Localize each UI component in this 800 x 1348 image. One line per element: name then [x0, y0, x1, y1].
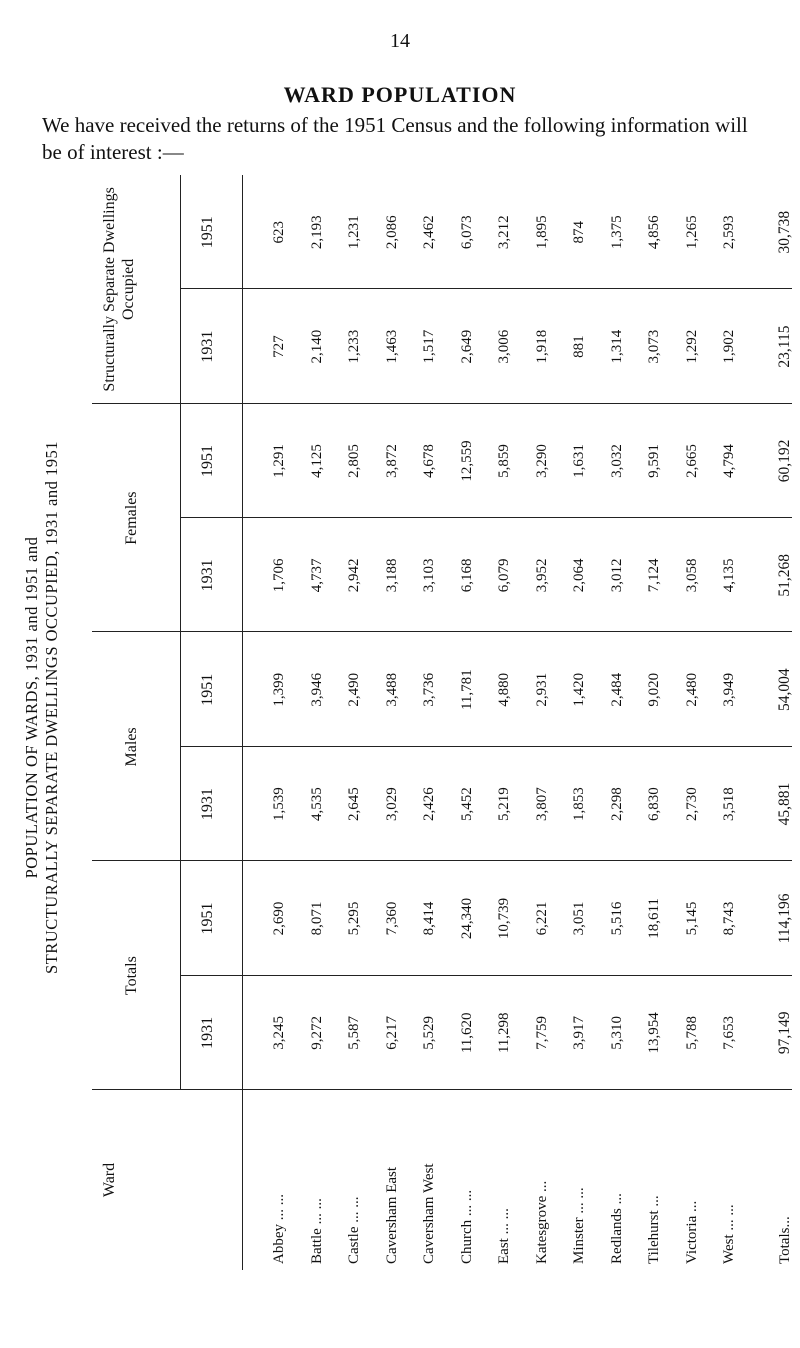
table-cell: 3,488 [383, 672, 400, 707]
ward-population-table [92, 175, 792, 1270]
table-cell: 1,902 [721, 329, 737, 364]
table-cell: 8,071 [308, 901, 325, 936]
total-cell: 51,268 [775, 554, 793, 597]
group-underline [180, 175, 181, 404]
table-cell: 13,954 [646, 1012, 662, 1054]
table-cell: 2,086 [383, 215, 400, 250]
group-underline [180, 633, 181, 862]
table-cell: 1,292 [683, 329, 700, 364]
page-heading: WARD POPULATION [283, 82, 517, 107]
table-cell: 1,853 [571, 787, 587, 821]
ward-name: Minster ... ... [571, 1187, 587, 1264]
table-cell: 3,012 [608, 558, 625, 593]
table-cell: 9,272 [308, 1015, 325, 1050]
year-header: 1931 [199, 330, 216, 363]
table-cell: 6,221 [533, 901, 550, 936]
table-cell: 874 [571, 220, 587, 244]
ward-name: East ... ... [496, 1208, 512, 1264]
table-cell: 3,058 [683, 558, 700, 593]
table-cell: 1,918 [533, 329, 550, 364]
year-header: 1931 [199, 788, 216, 821]
table-cell: 5,529 [421, 1015, 437, 1050]
ward-name: Victoria ... [683, 1200, 700, 1264]
table-cell: 8,414 [421, 901, 437, 936]
table-cell: 4,135 [721, 558, 737, 593]
year-header: 1931 [199, 559, 216, 592]
table-cell: 2,484 [608, 672, 625, 707]
year-header: 1951 [199, 673, 216, 706]
table-cell: 727 [271, 335, 287, 358]
table-cell: 2,298 [608, 787, 625, 821]
ward-name: Church ... ... [458, 1189, 475, 1264]
table-cell: 2,193 [308, 215, 325, 250]
total-cell: 45,881 [775, 782, 793, 826]
table-cell: 1,895 [533, 215, 550, 250]
table-cell: 1,231 [346, 215, 362, 250]
table-cell: 3,946 [308, 672, 325, 707]
table-cell: 5,452 [458, 787, 475, 821]
table-cell: 9,020 [646, 672, 662, 707]
ward-name: Abbey ... ... [271, 1194, 287, 1264]
table-cell: 9,591 [646, 444, 662, 478]
intro-paragraph: We have received the returns of the 1951 Census and the following information will be of interest :— [42, 113, 748, 164]
table-cell: 5,310 [608, 1015, 625, 1050]
table-cell: 6,217 [383, 1015, 400, 1050]
table-cell: 11,298 [496, 1012, 512, 1054]
table-cell: 3,807 [533, 787, 550, 821]
header-rule [242, 175, 243, 1270]
ward-name: Tilehurst ... [646, 1195, 662, 1264]
table-cell: 3,006 [496, 329, 512, 364]
table-cell: 5,219 [496, 787, 512, 821]
table-cell: 3,872 [383, 444, 400, 478]
ward-name: Battle ... ... [308, 1198, 325, 1264]
total-cell: 114,196 [775, 893, 793, 944]
table-cell: 1,463 [383, 329, 400, 364]
table-cell: 18,611 [646, 898, 662, 939]
table-cell: 6,073 [458, 215, 475, 250]
table-cell: 3,188 [383, 558, 400, 593]
table-cell: 7,124 [646, 558, 662, 593]
table-cell: 2,805 [346, 444, 362, 478]
table-cell: 7,759 [533, 1015, 550, 1050]
table-cell: 3,290 [533, 444, 550, 478]
table-cell: 3,949 [721, 672, 737, 707]
group-underline [180, 404, 181, 633]
table-cell: 3,212 [496, 215, 512, 250]
table-title-line-2: STRUCTURALLY SEPARATE DWELLINGS OCCUPIED, 1931 and 1951 [42, 441, 61, 974]
total-cell: 60,192 [775, 439, 793, 483]
table-cell: 1,291 [271, 444, 287, 478]
table-cell: 5,587 [346, 1015, 362, 1050]
table-cell: 1,375 [608, 215, 625, 250]
total-cell: 97,149 [775, 1011, 793, 1055]
table-cell: 2,645 [346, 787, 362, 821]
table-cell: 1,314 [608, 329, 625, 364]
table-title [22, 155, 62, 1260]
table-cell: 3,736 [421, 672, 437, 707]
year-header: 1951 [199, 444, 216, 477]
ward-name: Caversham West [421, 1163, 437, 1264]
table-cell: 5,516 [608, 901, 625, 936]
table-cell: 1,539 [271, 787, 287, 821]
table-cell: 1,233 [346, 329, 362, 364]
year-header: 1951 [199, 902, 216, 935]
table-cell: 1,420 [571, 672, 587, 707]
table-cell: 4,856 [646, 215, 662, 250]
table-cell: 2,480 [683, 672, 700, 707]
ward-header: Ward [101, 1162, 118, 1198]
table-cell: 24,340 [458, 897, 475, 940]
table-cell: 1,399 [271, 672, 287, 707]
table-cell: 2,064 [571, 558, 587, 593]
ward-name: Castle ... ... [346, 1196, 362, 1264]
group-header-males: Males [123, 727, 140, 767]
table-cell: 2,931 [533, 672, 550, 707]
table-cell: 3,245 [271, 1015, 287, 1050]
table-cell: 3,103 [421, 558, 437, 593]
total-cell: 54,004 [775, 668, 793, 711]
ward-name: Katesgrove ... [533, 1180, 550, 1264]
table-cell: 3,032 [608, 444, 625, 478]
table-cell: 4,535 [308, 787, 325, 821]
table-cell: 2,426 [421, 787, 437, 821]
table-cell: 2,593 [721, 215, 737, 250]
table-cell: 4,737 [308, 558, 325, 593]
table-cell: 1,265 [683, 215, 700, 250]
table-cell: 2,140 [308, 329, 325, 364]
table-cell: 5,295 [346, 901, 362, 936]
table-cell: 5,859 [496, 444, 512, 478]
table-cell: 2,942 [346, 558, 362, 593]
year-header: 1931 [199, 1016, 216, 1049]
table-cell: 4,794 [721, 444, 737, 478]
ward-name: Redlands ... [608, 1193, 625, 1264]
total-cell: 30,738 [775, 210, 793, 254]
table-cell: 6,830 [646, 787, 662, 821]
table-cell: 1,706 [271, 558, 287, 593]
table-cell: 2,490 [346, 672, 362, 707]
group-header-totals: Totals [123, 956, 140, 996]
table-cell: 5,145 [683, 901, 700, 936]
group-header-females: Females [123, 491, 140, 545]
totals-label: Totals... [776, 1216, 793, 1264]
table-cell: 2,462 [421, 215, 437, 250]
table-title-line-1: POPULATION OF WARDS, 1931 and 1951 and [22, 536, 41, 879]
table-cell: 2,665 [683, 444, 700, 478]
table-cell: 1,631 [571, 444, 587, 478]
table-cell: 623 [271, 220, 287, 244]
table-cell: 12,559 [458, 440, 475, 482]
total-cell: 23,115 [775, 325, 793, 368]
table-cell: 3,952 [533, 558, 550, 593]
table-cell: 3,073 [646, 329, 662, 364]
table-cell: 11,620 [458, 1012, 475, 1054]
ward-name: Caversham East [383, 1166, 400, 1264]
table-cell: 7,360 [383, 901, 400, 936]
table-cell: 10,739 [496, 897, 512, 940]
table-cell: 7,653 [721, 1015, 737, 1050]
table-cell: 3,051 [571, 901, 587, 936]
table-cell: 2,649 [458, 329, 475, 364]
table-cell: 881 [571, 335, 587, 358]
table-cell: 6,168 [458, 558, 475, 593]
table-cell: 5,788 [683, 1015, 700, 1050]
page-number: 14 [390, 30, 410, 52]
table-cell: 2,690 [271, 901, 287, 936]
table-cell: 11,781 [458, 669, 475, 711]
table-cell: 4,125 [308, 444, 325, 478]
table-cell: 3,029 [383, 787, 400, 821]
table-cell: 3,518 [721, 787, 737, 821]
ward-name: West ... ... [721, 1204, 737, 1264]
table-body [92, 175, 792, 1270]
table-cell: 4,880 [496, 672, 512, 707]
group-underline [180, 861, 181, 1090]
table-cell: 3,917 [571, 1015, 587, 1050]
group-header-structurally: Structurally Separate Dwellings Occupied [101, 187, 137, 392]
table-cell: 1,517 [421, 329, 437, 364]
year-header: 1951 [199, 216, 216, 249]
table-cell: 2,730 [683, 787, 700, 821]
table-cell: 8,743 [721, 901, 737, 936]
table-cell: 6,079 [496, 558, 512, 593]
table-cell: 4,678 [421, 444, 437, 478]
